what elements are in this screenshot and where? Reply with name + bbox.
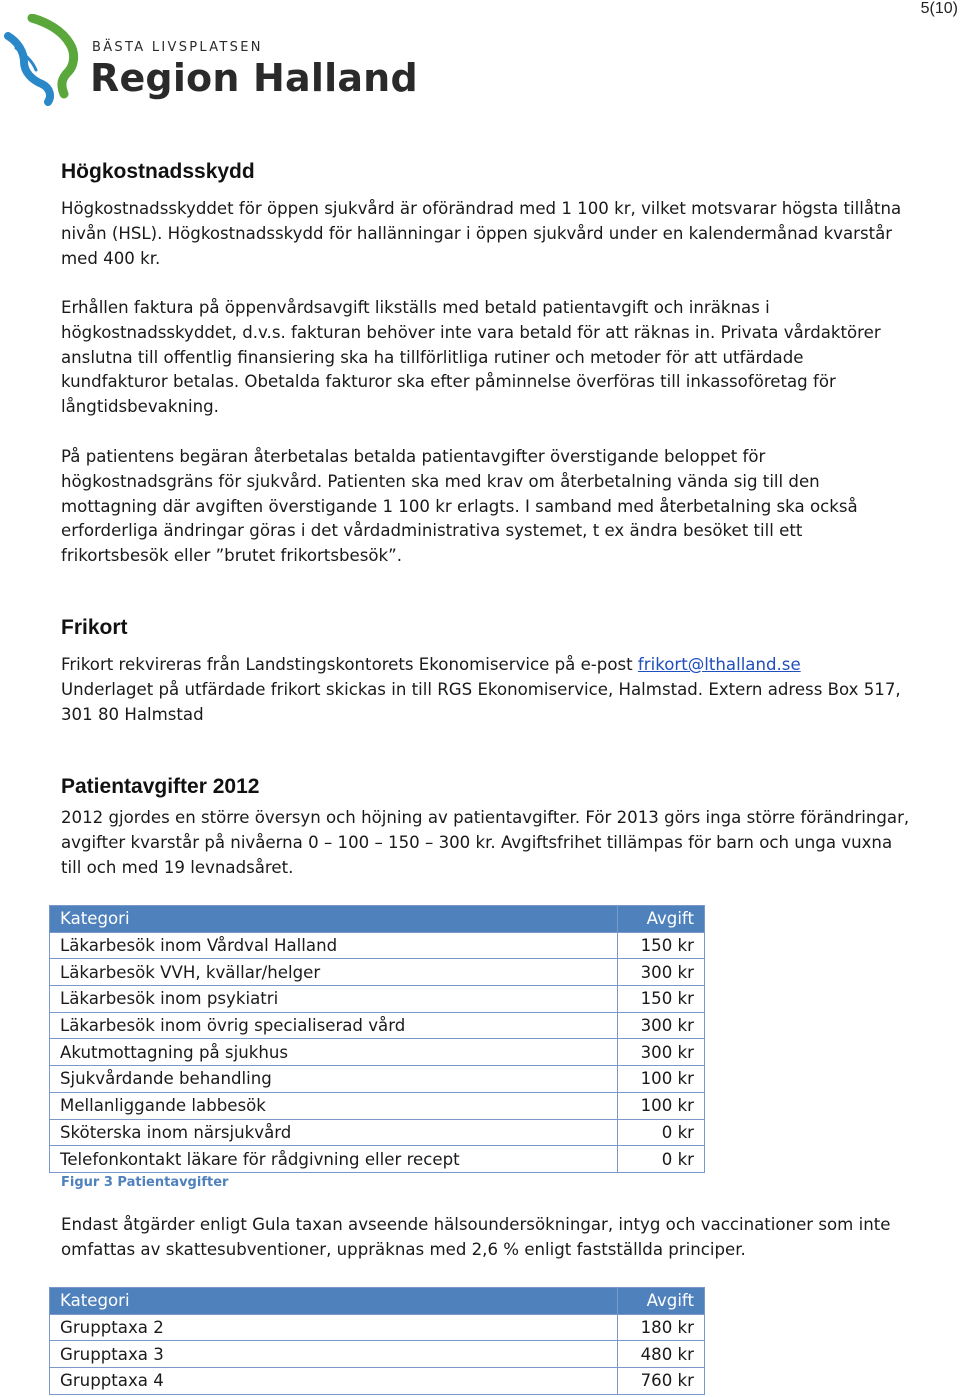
category-cell: Grupptaxa 3 bbox=[50, 1341, 618, 1368]
frikort-line1-text: Frikort rekvireras från Landstingskontorets Ekonomiservice på e-post bbox=[61, 655, 638, 674]
category-cell: Grupptaxa 2 bbox=[50, 1314, 618, 1341]
fee-cell: 180 kr bbox=[618, 1314, 705, 1341]
paragraph-patientavgifter bbox=[61, 806, 931, 880]
category-cell: Läkarbesök inom Vårdval Halland bbox=[50, 932, 618, 959]
fee-cell: 300 kr bbox=[618, 1012, 705, 1039]
text-line: 2012 gjordes en större översyn och höjning av patientavgifter. För 2013 görs inga större förändringar, bbox=[61, 808, 910, 827]
text-line: frikortsbesök eller ”brutet frikortsbesök”. bbox=[61, 546, 402, 566]
category-cell: Akutmottagning på sjukhus bbox=[50, 1039, 618, 1066]
logo-tagline: BÄSTA LIVSPLATSEN bbox=[92, 40, 263, 55]
paragraph-frikort bbox=[61, 653, 931, 727]
heading-patientavgifter: Patientavgifter 2012 bbox=[61, 775, 260, 798]
fee-table bbox=[49, 905, 705, 1173]
table-row bbox=[50, 986, 705, 1013]
logo-river-icon bbox=[2, 14, 92, 106]
column-header-category: Kategori bbox=[50, 1288, 618, 1315]
text-line: omfattas av skattesubventioner, uppräknas med 2,6 % enligt fastställda principer. bbox=[61, 1239, 746, 1259]
table-row bbox=[50, 959, 705, 986]
region-halland-logo bbox=[2, 14, 418, 106]
table-row bbox=[50, 1039, 705, 1066]
text-line: Erhållen faktura på öppenvårdsavgift likställs med betald patientavgift och inräknas i bbox=[61, 298, 770, 317]
text-line: med 400 kr. bbox=[61, 248, 161, 268]
fee-cell: 300 kr bbox=[618, 959, 705, 986]
table-caption: Figur 3 Patientavgifter bbox=[61, 1175, 229, 1190]
text-line: långtidsbevakning. bbox=[61, 397, 219, 417]
text-line: Underlaget på utfärdade frikort skickas in till RGS Ekonomiservice, Halmstad. Extern adress Box 517, bbox=[61, 679, 901, 699]
text-line: mottagning där avgiften överstigande 1 100 kr erlagts. I samband med återbetalning ska också bbox=[61, 496, 858, 516]
table-row bbox=[50, 1146, 705, 1173]
paragraph-hogkostnadsskydd-1 bbox=[61, 197, 931, 271]
fee-cell: 100 kr bbox=[618, 1092, 705, 1119]
table-header-row bbox=[50, 906, 705, 933]
heading-hogkostnadsskydd: Högkostnadsskydd bbox=[61, 160, 255, 183]
fee-cell: 100 kr bbox=[618, 1066, 705, 1093]
text-line: Högkostnadsskyddet för öppen sjukvård är oförändrad med 1 100 kr, vilket motsvarar högsta tillåtna bbox=[61, 199, 902, 218]
heading-frikort: Frikort bbox=[61, 616, 128, 639]
paragraph-hogkostnadsskydd-2 bbox=[61, 296, 931, 420]
text-line bbox=[61, 653, 931, 678]
table-row bbox=[50, 1341, 705, 1368]
text-line: erforderliga ändringar göras i det vårdadministrativa systemet, t ex ändra besöket till ett bbox=[61, 521, 803, 541]
text-line: På patientens begäran återbetalas betalda patientavgifter överstigande beloppet för bbox=[61, 447, 766, 466]
email-link[interactable]: frikort@lthalland.se bbox=[637, 655, 801, 674]
table-row bbox=[50, 932, 705, 959]
table-row bbox=[50, 1368, 705, 1395]
grupptaxa-table bbox=[49, 1287, 705, 1395]
text-line: 301 80 Halmstad bbox=[61, 704, 204, 724]
fee-cell: 760 kr bbox=[618, 1368, 705, 1395]
column-header-fee: Avgift bbox=[618, 1288, 705, 1315]
fee-cell: 150 kr bbox=[618, 986, 705, 1013]
paragraph-gula-taxan bbox=[61, 1213, 931, 1263]
fee-cell: 0 kr bbox=[618, 1146, 705, 1173]
text-line: anslutna till offentlig finansiering ska ha tillförlitliga rutiner och metoder för att utfärdade bbox=[61, 347, 804, 367]
text-line: Endast åtgärder enligt Gula taxan avseende hälsoundersökningar, intyg och vaccinationer som inte bbox=[61, 1215, 891, 1234]
table-row bbox=[50, 1066, 705, 1093]
text-line: kundfakturor betalas. Obetalda fakturor ska efter påminnelse överföras till inkassoföretag för bbox=[61, 372, 836, 392]
column-header-category: Kategori bbox=[50, 906, 618, 933]
category-cell: Telefonkontakt läkare för rådgivning eller recept bbox=[50, 1146, 618, 1173]
page-number: 5(10) bbox=[920, 0, 958, 17]
text-line: högkostnadsskyddet, d.v.s. fakturan behöver inte vara betald för att räknas in. Privata vårdaktörer bbox=[61, 322, 881, 342]
text-line: högkostnadsgräns för sjukvård. Patienten ska med krav om återbetalning vända sig till den bbox=[61, 471, 820, 491]
fee-cell: 0 kr bbox=[618, 1119, 705, 1146]
table-header-row bbox=[50, 1288, 705, 1315]
paragraph-hogkostnadsskydd-3 bbox=[61, 445, 931, 569]
category-cell: Läkarbesök inom övrig specialiserad vård bbox=[50, 1012, 618, 1039]
table-row bbox=[50, 1119, 705, 1146]
text-line: till och med 19 levnadsåret. bbox=[61, 857, 294, 877]
text-line: nivån (HSL). Högkostnadsskydd för hallänningar i öppen sjukvård under en kalendermånad kvarstår bbox=[61, 223, 893, 243]
table-row bbox=[50, 1314, 705, 1341]
category-cell: Läkarbesök inom psykiatri bbox=[50, 986, 618, 1013]
table-row bbox=[50, 1012, 705, 1039]
text-line: avgifter kvarstår på nivåerna 0 – 100 – 150 – 300 kr. Avgiftsfrihet tillämpas för barn och unga vuxna bbox=[61, 832, 893, 852]
category-cell: Grupptaxa 4 bbox=[50, 1368, 618, 1395]
category-cell: Mellanliggande labbesök bbox=[50, 1092, 618, 1119]
category-cell: Sjukvårdande behandling bbox=[50, 1066, 618, 1093]
table-row bbox=[50, 1092, 705, 1119]
fee-cell: 480 kr bbox=[618, 1341, 705, 1368]
logo-name: Region Halland bbox=[90, 56, 418, 100]
fee-cell: 150 kr bbox=[618, 932, 705, 959]
fee-cell: 300 kr bbox=[618, 1039, 705, 1066]
column-header-fee: Avgift bbox=[618, 906, 705, 933]
category-cell: Läkarbesök VVH, kvällar/helger bbox=[50, 959, 618, 986]
category-cell: Sköterska inom närsjukvård bbox=[50, 1119, 618, 1146]
